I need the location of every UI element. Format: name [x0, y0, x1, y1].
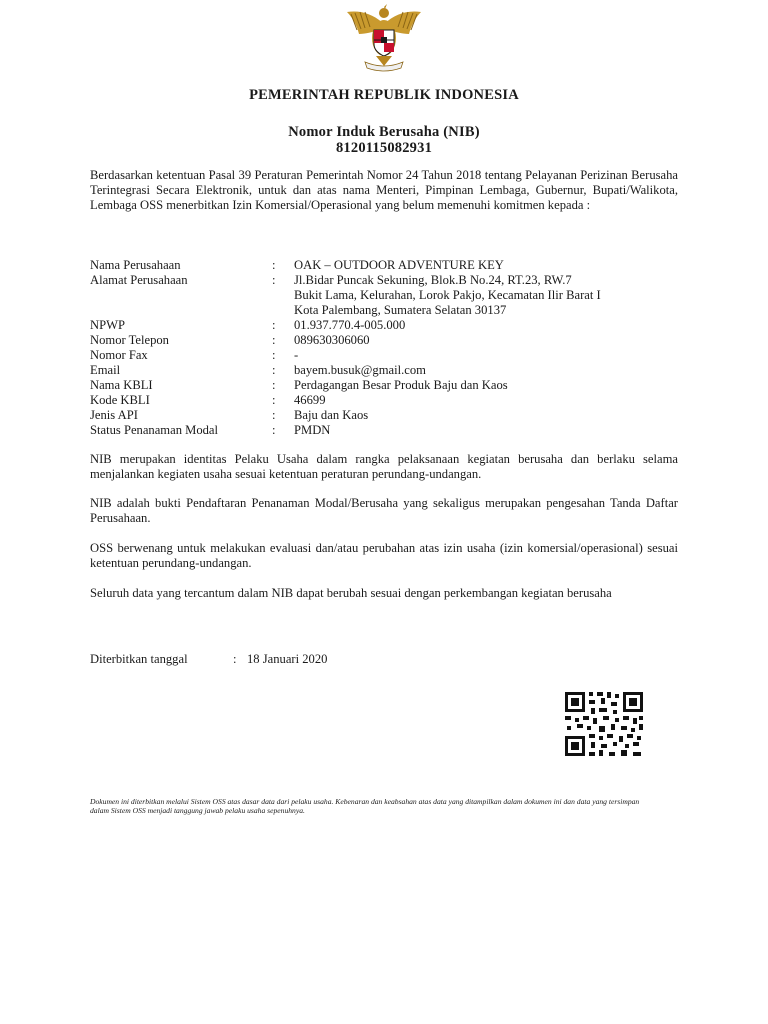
- field-label: Nama Perusahaan: [90, 258, 181, 272]
- field-value: 089630306060: [294, 333, 370, 347]
- field-colon: :: [272, 258, 276, 272]
- company-fields-table: [90, 258, 684, 438]
- field-row-email: [90, 363, 684, 378]
- nib-number: 8120115082931: [335, 140, 433, 156]
- nib-registration-paragraph: NIB adalah bukti Pendaftaran Penanaman Modal/Berusaha yang sekaligus merupakan pengesahan Tanda Daftar Perusahaan.: [90, 496, 678, 525]
- field-label: Nama KBLI: [90, 378, 153, 392]
- field-row-investment-status: [90, 423, 684, 438]
- field-label: Email: [90, 363, 121, 377]
- field-colon: :: [272, 408, 276, 422]
- field-colon: :: [272, 348, 276, 362]
- field-row-company-name: [90, 258, 684, 273]
- garuda-emblem-icon: [343, 4, 425, 72]
- oss-authority-paragraph: OSS berwenang untuk melakukan evaluasi dan/atau perubahan atas izin usaha (izin komersial/operasional) sesuai ketentuan perundang-undangan.: [90, 541, 678, 570]
- field-label: Nomor Telepon: [90, 333, 169, 347]
- field-value: bayem.busuk@gmail.com: [294, 363, 426, 377]
- field-label: Kode KBLI: [90, 393, 150, 407]
- field-label: Alamat Perusahaan: [90, 273, 188, 287]
- field-label: NPWP: [90, 318, 125, 332]
- nib-title: Nomor Induk Berusaha (NIB): [288, 124, 480, 140]
- field-colon: :: [272, 333, 276, 347]
- field-value: -: [294, 348, 299, 362]
- field-row-npwp: [90, 318, 684, 333]
- field-colon: :: [272, 393, 276, 407]
- field-value: 46699: [294, 393, 326, 407]
- field-row-kbli-name: [90, 378, 684, 393]
- intro-paragraph: Berdasarkan ketentuan Pasal 39 Peraturan Pemerintah Nomor 24 Tahun 2018 tentang Pelayanan Perizinan Berusaha Terintegrasi Secara Elektronik, untuk dan atas nama Menteri, Pimpinan Lembaga, Gubernur, Bupati/Walikota, Lembaga OSS menerbitkan Izin Komersial/Operasional yang belum memenuhi komitmen kepada :: [90, 168, 678, 212]
- field-row-phone: [90, 333, 684, 348]
- address-line: Bukit Lama, Kelurahan, Lorok Pakjo, Kecamatan Ilir Barat I: [294, 288, 601, 302]
- field-label: Jenis API: [90, 408, 138, 422]
- field-value: Perdagangan Besar Produk Baju dan Kaos: [294, 378, 508, 392]
- data-change-paragraph: Seluruh data yang tercantum dalam NIB dapat berubah sesuai dengan perkembangan kegiatan berusaha: [90, 586, 612, 600]
- nib-identity-paragraph: NIB merupakan identitas Pelaku Usaha dalam rangka pelaksanaan kegiatan berusaha dan berlaku selama menjalankan kegiaten usaha sesuai ketentuan peraturan perundang-undangan.: [90, 452, 678, 481]
- address-line: Kota Palembang, Sumatera Selatan 30137: [294, 303, 507, 317]
- field-row-company-address: [90, 273, 684, 318]
- footer-disclaimer: Dokumen ini diterbitkan melalui Sistem OSS atas dasar data dari pelaku usaha. Kebenaran dan keabsahan atas data yang ditampilkan dalam dokumen ini dan data yang tersimpan dalam Sistem OSS menjadi tanggung jawab pelaku usaha sepenuhnya.: [90, 797, 640, 815]
- field-row-fax: [90, 348, 684, 363]
- field-colon: :: [272, 273, 276, 287]
- field-colon: :: [272, 363, 276, 377]
- field-value: Baju dan Kaos: [294, 408, 369, 422]
- issued-label: Diterbitkan tanggal: [90, 652, 188, 666]
- field-row-kbli-code: [90, 393, 684, 408]
- field-colon: :: [272, 378, 276, 392]
- field-row-api-type: [90, 408, 684, 423]
- issued-date-line: [90, 652, 327, 667]
- government-heading: PEMERINTAH REPUBLIK INDONESIA: [249, 87, 519, 103]
- issued-colon: :: [233, 652, 237, 666]
- field-value: PMDN: [294, 423, 331, 437]
- qr-code-icon: [563, 690, 645, 758]
- field-colon: :: [272, 318, 276, 332]
- field-colon: :: [272, 423, 276, 437]
- address-line: Jl.Bidar Puncak Sekuning, Blok.B No.24, RT.23, RW.7: [294, 273, 572, 287]
- field-value: OAK – OUTDOOR ADVENTURE KEY: [294, 258, 504, 272]
- field-value: [294, 273, 684, 318]
- field-label: Status Penanaman Modal: [90, 423, 219, 437]
- issued-date: 18 Januari 2020: [247, 652, 328, 666]
- field-label: Nomor Fax: [90, 348, 148, 362]
- field-value: 01.937.770.4-005.000: [294, 318, 406, 332]
